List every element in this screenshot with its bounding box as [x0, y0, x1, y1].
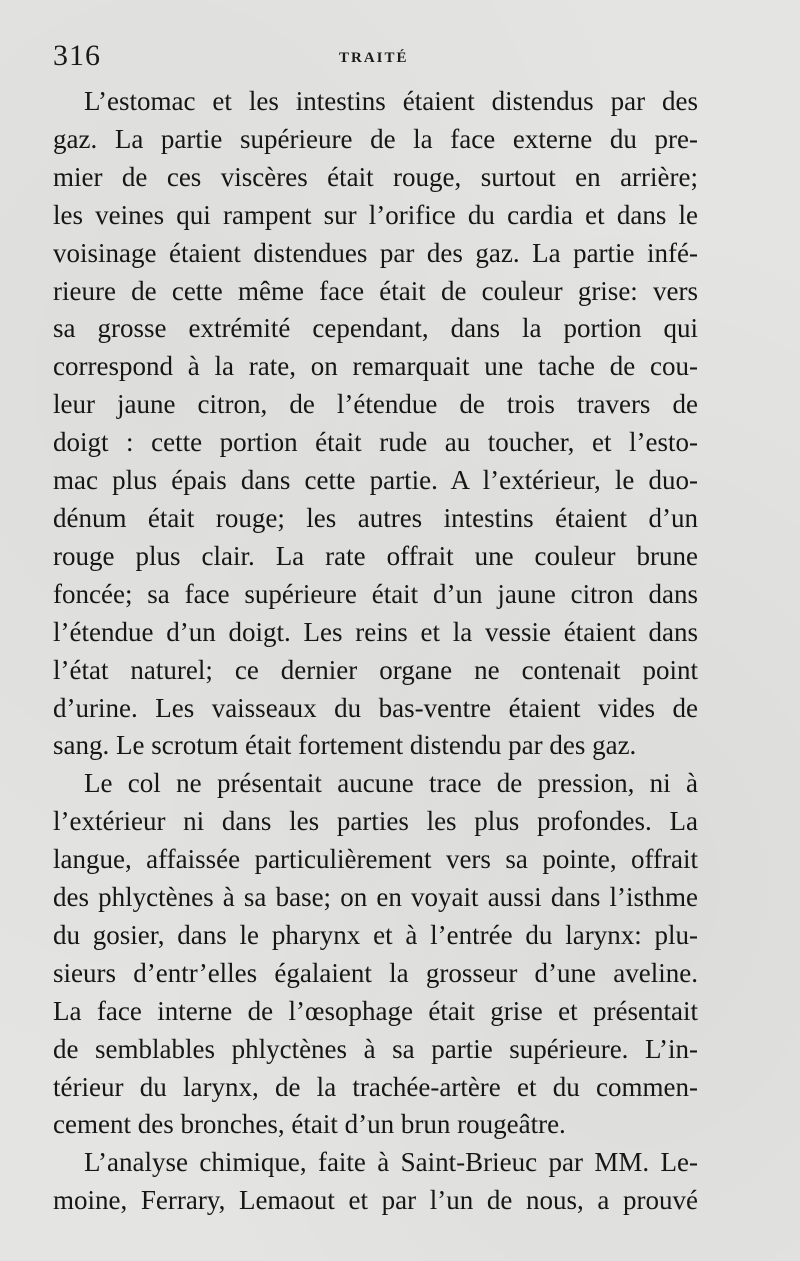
text-line: correspond à la rate, on remarquait une tache de cou- [53, 351, 698, 382]
text-line: rouge plus clair. La rate offrait une couleur brune [53, 540, 698, 571]
text-line: des phlyctènes à sa base; on en voyait aussi dans l’isthme [53, 882, 698, 913]
text-line: sa grosse extrémité cependant, dans la portion qui [53, 313, 698, 344]
text-line: gaz. La partie supérieure de la face externe du pre- [53, 123, 698, 154]
text-line: l’état naturel; ce dernier organe ne contenait point [53, 654, 698, 685]
text-line: les veines qui rampent sur l’orifice du cardia et dans le [53, 199, 698, 230]
text-line: leur jaune citron, de l’étendue de trois travers de [53, 389, 698, 420]
text-line: rieure de cette même face était de couleur grise: vers [53, 275, 698, 306]
text-line: moine, Ferrary, Lemaout et par l’un de nous, a prouvé [53, 1185, 698, 1216]
text-line: térieur du larynx, de la trachée-artère et du commen- [53, 1071, 698, 1102]
text-line: L’estomac et les intestins étaient distendus par des [84, 86, 698, 116]
body-text [53, 83, 698, 1220]
text-line: de semblables phlyctènes à sa partie supérieure. L’in- [53, 1033, 698, 1064]
text-line: d’urine. Les vaisseaux du bas-ventre étaient vides de [53, 692, 698, 723]
page-header [53, 36, 698, 80]
text-line: l’étendue d’un doigt. Les reins et la vessie étaient dans [53, 616, 698, 647]
text-line: sieurs d’entr’elles égalaient la grosseur d’une aveline. [53, 957, 698, 988]
text-line: mac plus épais dans cette partie. A l’extérieur, le duo- [53, 465, 698, 496]
text-line: La face interne de l’œsophage était grise et présentait [53, 995, 698, 1026]
text-line: mier de ces viscères était rouge, surtout en arrière; [53, 161, 698, 192]
page-number: 316 [53, 39, 101, 72]
text-line: foncée; sa face supérieure était d’un jaune citron dans [53, 578, 698, 609]
text-line: voisinage étaient distendues par des gaz. La partie infé- [53, 237, 698, 268]
running-title: TRAITÉ [339, 50, 409, 66]
text-line: cement des bronches, était d’un brun rougeâtre. [53, 1109, 566, 1140]
text-line: dénum était rouge; les autres intestins étaient d’un [53, 502, 698, 533]
text-line: du gosier, dans le pharynx et à l’entrée du larynx: plu- [53, 919, 698, 950]
text-line: Le col ne présentait aucune trace de pression, ni à [84, 768, 698, 799]
text-line: L’analyse chimique, faite à Saint-Brieuc par MM. Le- [84, 1147, 698, 1178]
text-line: l’extérieur ni dans les parties les plus profondes. La [53, 806, 698, 837]
text-line: sang. Le scrotum était fortement distendu par des gaz. [53, 730, 637, 761]
text-line: doigt : cette portion était rude au toucher, et l’esto- [53, 427, 698, 458]
text-line: langue, affaissée particulièrement vers sa pointe, offrait [53, 844, 698, 875]
